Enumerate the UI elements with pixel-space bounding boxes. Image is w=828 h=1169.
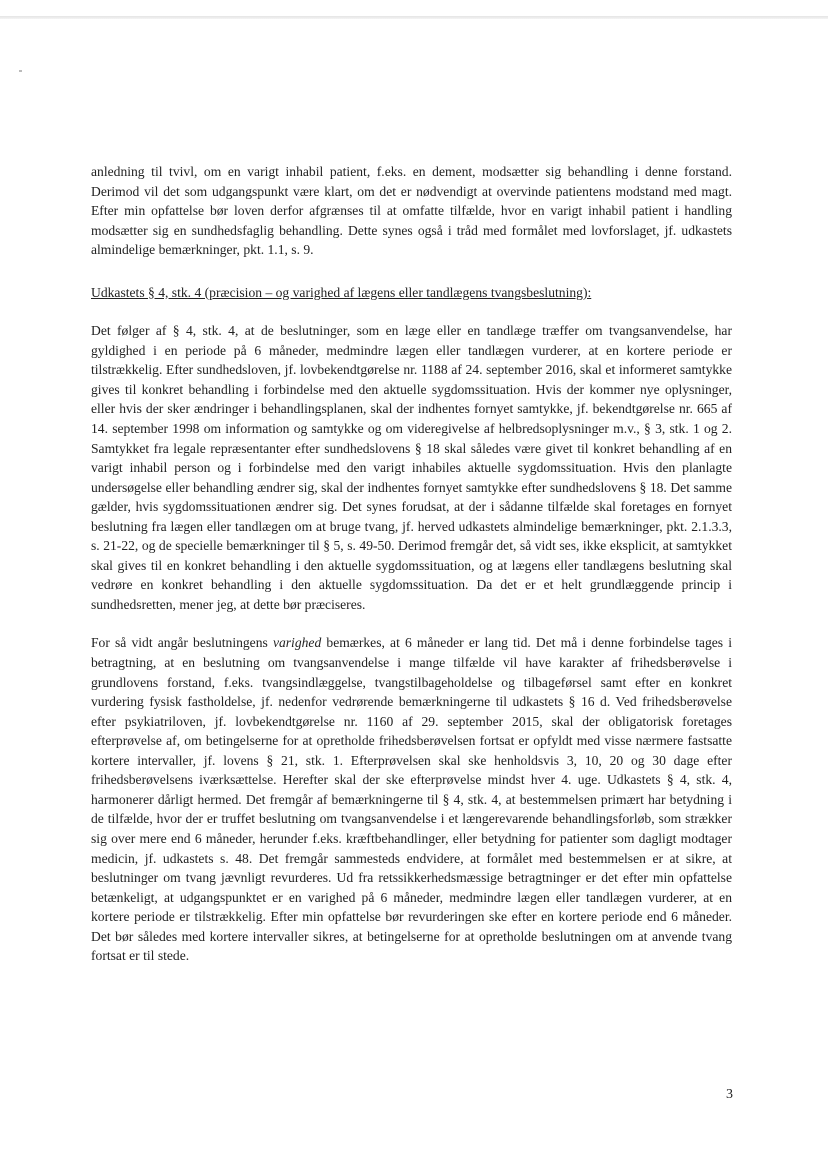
document-page bbox=[91, 162, 732, 966]
paragraph-duration-rest: bemærkes, at 6 måneder er lang tid. Det må i denne forbindelse tages i betragtning, at en beslutning om tvangsanvendelse i mange tilfælde vil have karakter af frihedsberøvelse i grundlovens forstand, f.eks. tvangsindlæggelse, tvangstilbageholdelse og tilbageførsel samt efter en konkret vurdering fysisk fastholdelse, jf. nedenfor vedrørende bemærkningerne til udkastets § 16 d. Ved frihedsberøvelse efter psykiatriloven, jf. lovbekendtgørelse nr. 1160 af 29. september 2015, skal der obligatorisk foretages efterprøvelse af, om betingelserne for at opretholde frihedsberøvelsen fortsat er opfyldt med visse nærmere fastsatte kortere intervaller, jf. lovens § 21, stk. 1. Efterprøvelsen skal ske henholdsvis 3, 10, 20 og 30 dage efter frihedsberøvelsens iværksættelse. Herefter skal der ske efterprøvelse mindst hver 4. uge. Udkastets § 4, stk. 4, harmonerer dårligt hermed. Det fremgår af bemærkningerne til § 4, stk. 4, at bestemmelsen primært har betydning i de tilfælde, hvor der er truffet beslutning om tvangsanvendelse i et længerevarende behandlingsforløb, som strækker sig over mere end 6 måneder, herunder f.eks. kræftbehandlinger, eller betydning for patienter som dagligt modtager medicin, jf. udkastets s. 48. Det fremgår sammesteds endvidere, at formålet med bestemmelsen er at sikre, at beslutninger om tvang jævnligt revurderes. Ud fra retssikkerhedsmæssige betragtninger er det efter min opfattelse betænkeligt, at udgangspunktet er en varighed på 6 måneder, medmindre lægen eller tandlægen vurderer, at en kortere periode er tilstrækkelig. Efter min opfattelse bør revurderingen ske efter en kortere periode end 6 måneder. Det bør således med kortere intervaller sikres, at betingelserne for at opretholde beslutningen om at anvende tvang fortsat er til stede. bbox=[91, 635, 732, 964]
section-heading: Udkastets § 4, stk. 4 (præcision – og varighed af lægens eller tandlægens tvangsbeslutning): bbox=[91, 284, 592, 300]
page-number: 3 bbox=[726, 1087, 733, 1102]
emphasis-varighed: varighed bbox=[272, 635, 322, 651]
scan-edge bbox=[0, 16, 828, 19]
paragraph-duration-start: For så vidt angår beslutningens bbox=[91, 635, 273, 651]
scan-speck bbox=[19, 70, 22, 72]
paragraph-continuation: anledning til tvivl, om en varigt inhabil patient, f.eks. en dement, modsætter sig behandling i denne forstand. Derimod vil det som udgangspunkt være klart, om det er nødvendigt at overvinde patientens modstand med magt. Efter min opfattelse bør loven derfor afgrænses til at omfatte tilfælde, hvor en varigt inhabil patient i handling modsætter sig en sundhedsfaglig behandling. Dette synes også i tråd med formålet med lovforslaget, jf. udkastets almindelige bemærkninger, pkt. 1.1, s. 9. bbox=[91, 164, 732, 258]
paragraph-duration bbox=[91, 633, 732, 965]
paragraph-validity: Det følger af § 4, stk. 4, at de beslutninger, som en læge eller en tandlæge træffer om tvangsanvendelse, har gyldighed i en periode på 6 måneder, medmindre lægen eller tandlægen vurderer, at en kortere periode er tilstrækkelig. Efter sundhedsloven, jf. lovbekendtgørelse nr. 1188 af 24. september 2016, skal et informeret samtykke gives til konkret behandling i forbindelse med den aktuelle sygdomssituation. Hvis der kommer nye oplysninger, eller hvis der sker ændringer i behandlingsplanen, skal der indhentes fornyet samtykke, jf. bekendtgørelse nr. 665 af 14. september 1998 om information og samtykke og om videregivelse af helbredsoplysninger m.v., § 3, stk. 1 og 2. Samtykket fra legale repræsentanter efter sundhedslovens § 18 skal således være givet til konkret behandling af en varigt inhabil person og i forbindelse med den varigt inhabiles aktuelle sygdomssituation. Hvis den planlagte undersøgelse eller behandling ændrer sig, skal der indhentes fornyet samtykke efter sundhedslovens § 18. Det samme gælder, hvis sygdomssituationen ændrer sig. Det synes forudsat, at der i sådanne tilfælde skal foretages en fornyet beslutning fra lægen eller tandlægen om at bruge tvang, jf. herved udkastets almindelige bemærkninger, pkt. 2.1.3.3, s. 21-22, og de specielle bemærkninger til § 5, s. 49-50. Derimod fremgår det, så vidt ses, ikke eksplicit, at samtykket skal gives til en konkret behandling i den aktuelle sygdomssituation, og at lægens eller tandlægens beslutning skal vedrøre en konkret behandling i den aktuelle sygdomssituation. Da det er et helt grundlæggende princip i sundhedsretten, mener jeg, at dette bør præciseres. bbox=[91, 323, 732, 612]
